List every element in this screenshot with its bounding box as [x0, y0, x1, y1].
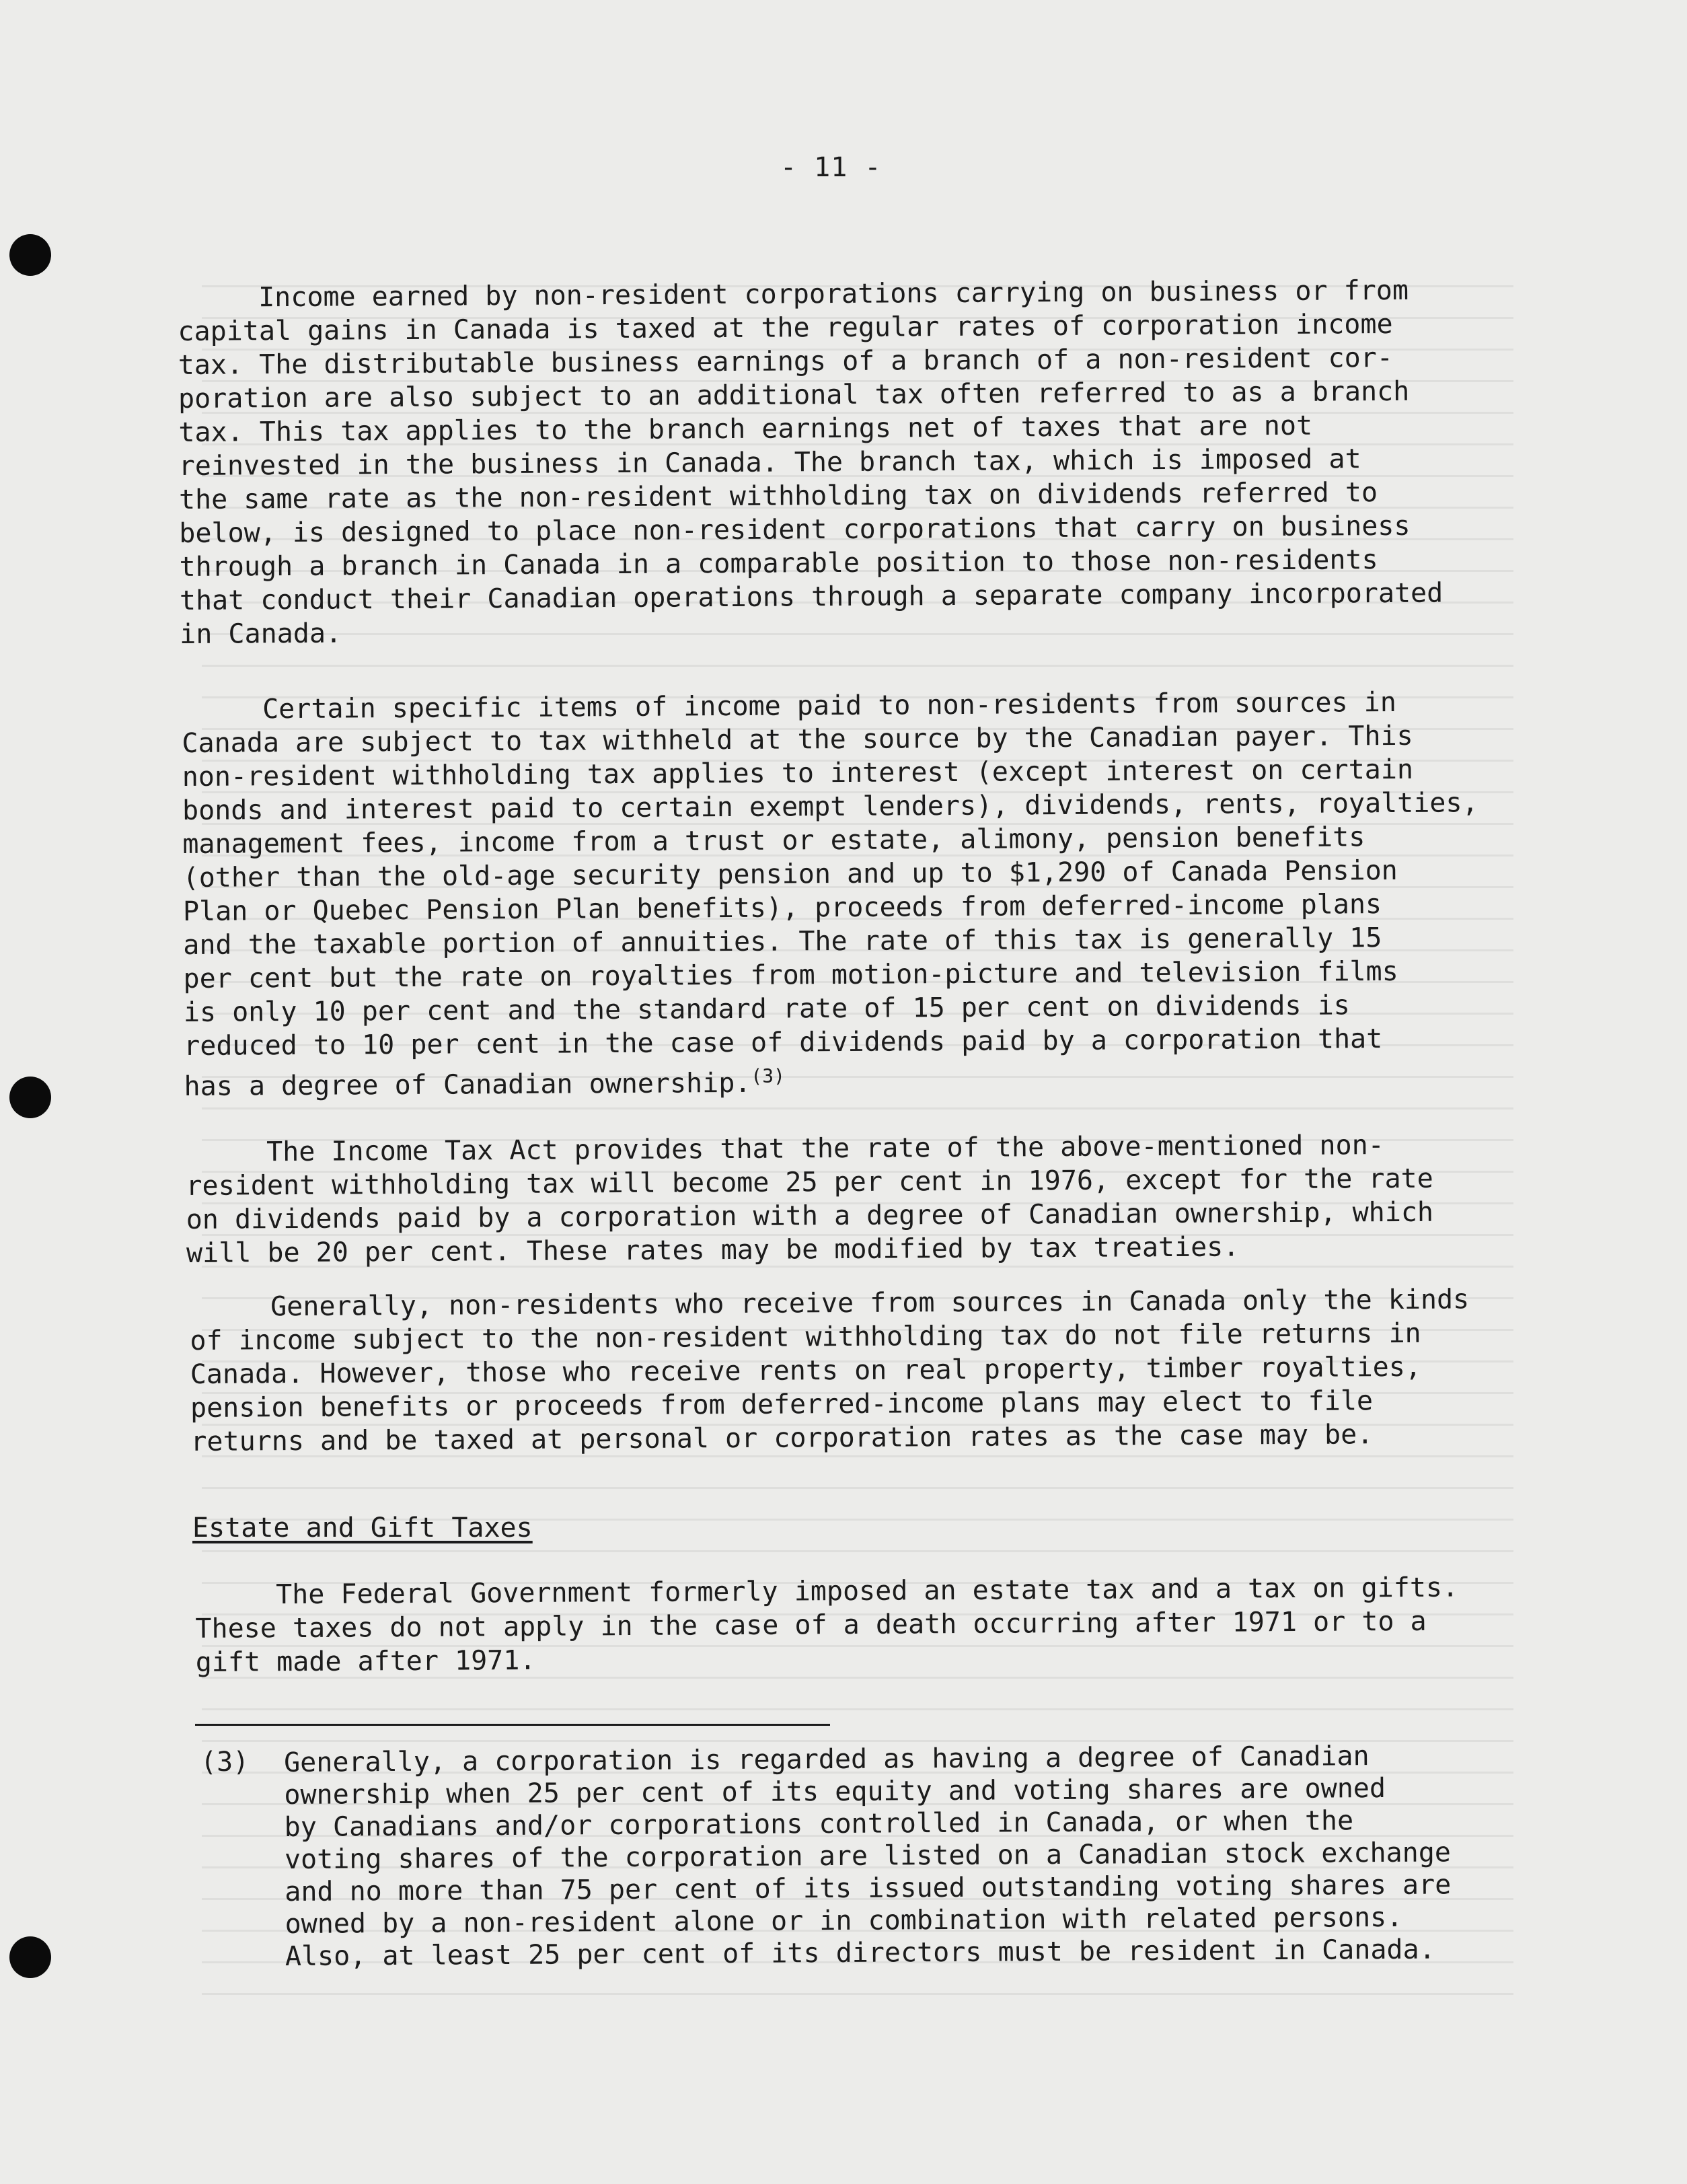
page-number: - 11 -	[780, 152, 882, 183]
footnote-divider	[195, 1724, 830, 1726]
section-heading-estate-gift: Estate and Gift Taxes	[192, 1513, 533, 1543]
paragraph-estate-gift: The Federal Government formerly imposed an estate tax and a tax on gifts. These taxes do not apply in the case of a death occurring after 1971 or to a gift made after 1971.	[195, 1572, 1459, 1678]
paragraph-branch-tax: Income earned by non-resident corporations carrying on business or from capital gains in Canada is taxed at the regular rates of corporation income tax. The distributable business earnings of a branch of a non-resident cor- poration are also subject to an additional tax often referred to as a branch tax. This tax applies to the branch earnings net of taxes that are not reinvested in the business in Canada. The branch tax, which is imposed at the same rate as the non-resident withholding tax on dividends referred to below, is designed to place non-resident corporations that carry on business through a branch in Canada in a comparable position to those non-residents that conduct their Canadian operations through a separate company incorporated in Canada.	[178, 275, 1444, 650]
binder-hole-middle	[9, 1077, 51, 1118]
paragraph-rate-change: The Income Tax Act provides that the rate of the above-mentioned non- resident withholding tax will become 25 per cent in 1976, except for the rate on dividends paid by a corporation with a degree of Canadian ownership, which will be 20 per cent. These rates may be modified by tax treaties.	[186, 1130, 1434, 1269]
footnote-text: Generally, a corporation is regarded as having a degree of Canadian ownership when 25 per cent of its equity and voting shares are owned by Canadians and/or corporations controlled in Canada, or when the voting shares of the corporation are listed on a Canadian stock exchange and no more than 75 per cent of its issued outstanding voting shares are owned by a non-resident alone or in combination with related persons. Also, at least 25 per cent of its directors must be resident in Canada.	[284, 1741, 1452, 1972]
paragraph-withholding-tax	[182, 685, 1536, 1103]
paragraph-withholding-tax-text: Certain specific items of income paid to non-residents from sources in Canada are subject to tax withheld at the source by the Canadian payer. This non-resident withholding tax applies to interest (except interest on certain bonds and interest paid to certain exempt lenders), dividends, rents, royalties, management fees, income from a trust or estate, alimony, pension benefits (other than the old-age security pension and up to $1,290 of Canada Pension Plan or Quebec Pension Plan benefits), proceeds from deferred-income plans and the taxable portion of annuities. The rate of this tax is generally 15 per cent but the rate on royalties from motion-picture and television films is only 10 per cent and the standard rate of 15 per cent on dividends is reduced to 10 per cent in the case of dividends paid by a corporation that has a degree of Canadian ownership.	[182, 686, 1478, 1102]
paragraph-filing-returns: Generally, non-residents who receive from sources in Canada only the kinds of income subject to the non-resident withholding tax do not file returns in Canada. However, those who receive rents on real property, timber royalties, pension benefits or proceeds from deferred-income plans may elect to file returns and be taxed at personal or corporation rates as the case may be.	[190, 1284, 1470, 1457]
footnote-marker: (3)	[200, 1747, 250, 1778]
footnote-reference: (3)	[751, 1064, 786, 1087]
binder-hole-bottom	[9, 1936, 51, 1978]
binder-hole-top	[9, 234, 51, 276]
